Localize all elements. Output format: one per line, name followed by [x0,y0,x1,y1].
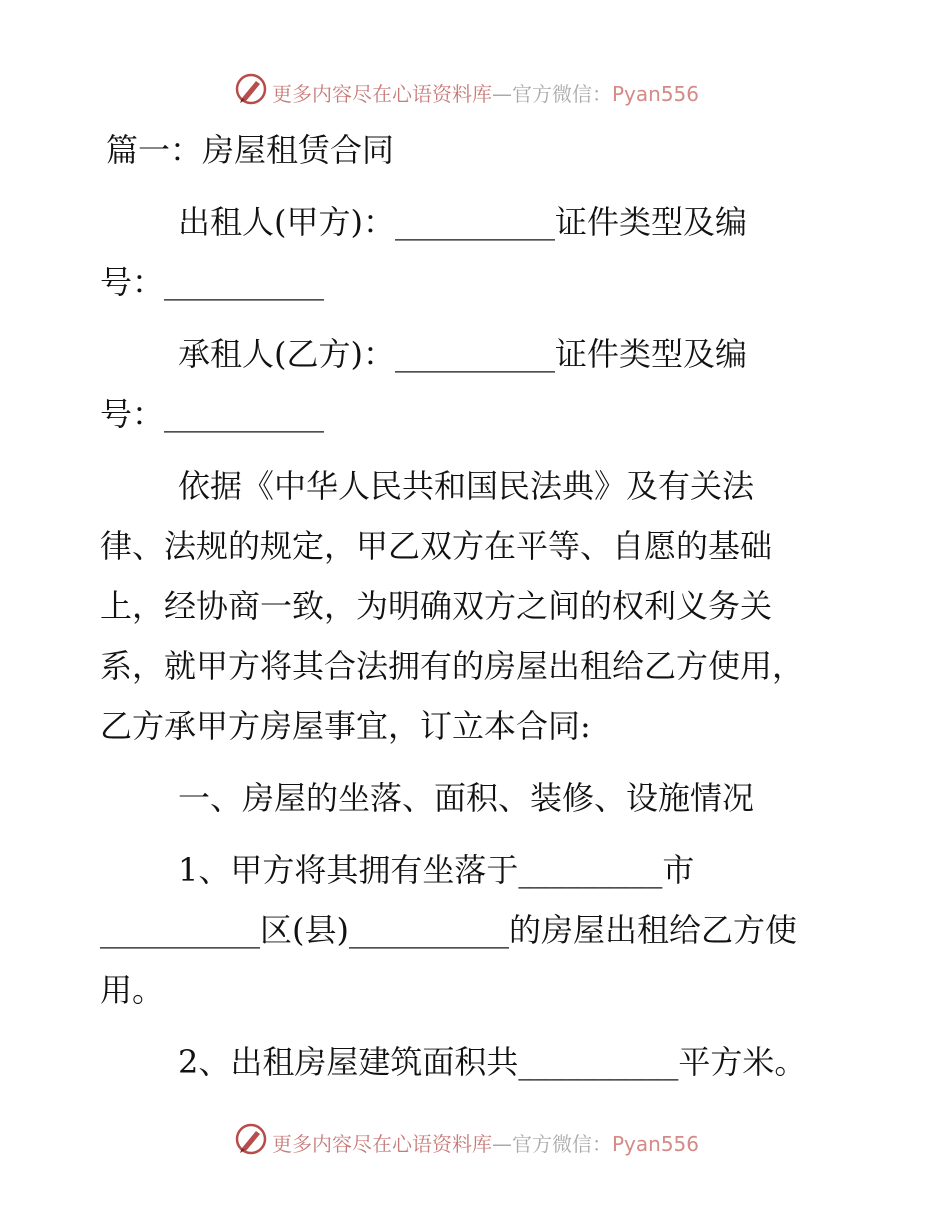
section-heading: 一、房屋的坐落、面积、装修、设施情况 [178,779,755,817]
footer-watermark [0,1120,950,1160]
item1-line: __________区(县)__________的房屋出租给乙方使 [100,911,797,949]
watermark-label: 官方微信： [512,1132,612,1156]
document-title: 篇一：房屋租赁合同 [106,131,395,169]
watermark-dash: — [492,1132,512,1156]
watermark-text [272,1128,699,1157]
pen-logo-icon [234,1122,268,1156]
preamble-line: 乙方承甲方房屋事宜，订立本合同: [100,707,591,745]
item1-line: 用。 [100,971,165,1009]
pen-logo-icon [234,72,268,106]
watermark-dash: — [492,82,512,106]
lessee-id-line: 号：__________ [100,395,325,433]
preamble-line: 上，经协商一致，为明确双方之间的权利义务关 [100,587,773,625]
watermark-label: 官方微信： [512,82,612,106]
preamble-line: 系，就甲方将其合法拥有的房屋出租给乙方使用， [100,647,805,685]
document-body [100,120,860,1092]
watermark-text [272,78,699,107]
lessor-line: 出租人(甲方)：__________证件类型及编 [178,203,747,241]
watermark-site: 更多内容尽在心语资料库 [272,82,492,106]
watermark-site: 更多内容尽在心语资料库 [272,1132,492,1156]
item1-line: 1、甲方将其拥有坐落于_________市 [178,851,695,889]
preamble-line: 律、法规的规定，甲乙双方在平等、自愿的基础 [100,527,773,565]
lessor-id-line: 号：__________ [100,263,325,301]
lessee-line: 承租人(乙方)：__________证件类型及编 [178,335,747,373]
watermark-account: Pyan556 [612,1132,700,1156]
preamble-line: 依据《中华人民共和国民法典》及有关法 [178,467,755,505]
watermark-account: Pyan556 [612,82,700,106]
header-watermark [0,70,950,110]
item2-line: 2、出租房屋建筑面积共__________平方米。 [178,1043,807,1081]
